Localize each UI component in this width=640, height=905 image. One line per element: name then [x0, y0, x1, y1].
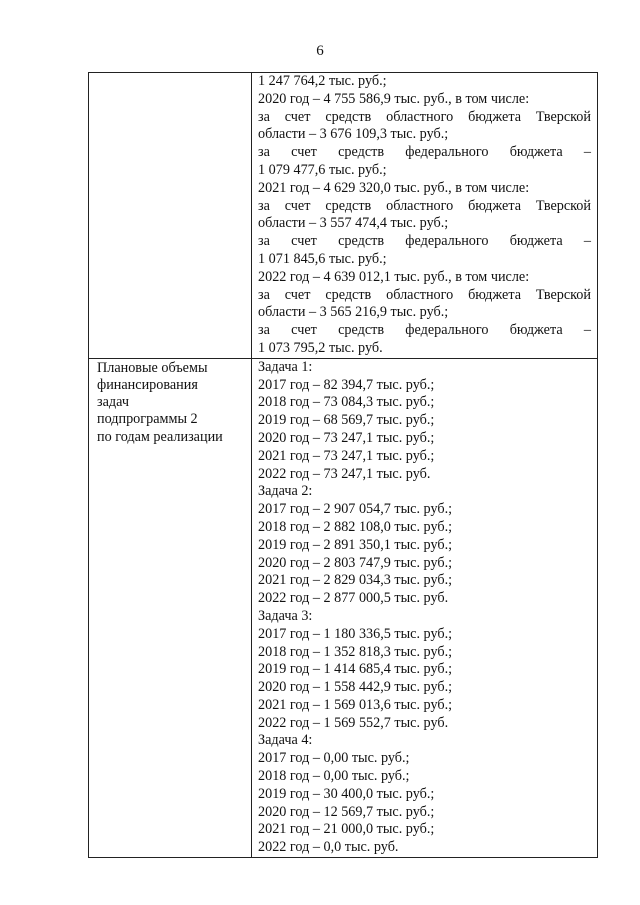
row2-right-cell [252, 358, 598, 857]
text-line: 2019 год – 30 400,0 тыс. руб.; [258, 785, 435, 802]
text-line: 1 247 764,2 тыс. руб.; [258, 73, 387, 89]
text-line: 2022 год – 2 877 000,5 тыс. руб. [258, 590, 449, 607]
text-line: за счет средств областного бюджета Тверской [258, 108, 591, 125]
row-label-line: задач [97, 394, 129, 411]
text-line: 2018 год – 1 352 818,3 тыс. руб.; [258, 643, 453, 660]
text-line: 2022 год – 1 569 552,7 тыс. руб. [258, 714, 449, 731]
text-line: 2020 год – 2 803 747,9 тыс. руб.; [258, 554, 453, 571]
task-heading: Задача 2: [258, 483, 313, 500]
text-line: 2020 год – 4 755 586,9 тыс. руб., в том числе: [258, 90, 530, 107]
row2-left-cell [89, 358, 252, 857]
text-line: 2018 год – 0,00 тыс. руб.; [258, 768, 410, 785]
text-line: 2020 год – 73 247,1 тыс. руб.; [258, 429, 435, 446]
text-line: 1 079 477,6 тыс. руб.; [258, 161, 387, 178]
task-heading: Задача 3: [258, 607, 313, 624]
text-line: за счет средств федерального бюджета – [258, 322, 591, 339]
text-line: 2022 год – 4 639 012,1 тыс. руб., в том числе: [258, 268, 530, 285]
text-line: 2018 год – 73 084,3 тыс. руб.; [258, 394, 435, 411]
text-line: за счет средств федерального бюджета – [258, 233, 591, 250]
text-line: 2020 год – 1 558 442,9 тыс. руб.; [258, 679, 453, 696]
text-line: 2021 год – 1 569 013,6 тыс. руб.; [258, 696, 453, 713]
text-line: 2021 год – 73 247,1 тыс. руб.; [258, 447, 435, 464]
text-line: 2017 год – 2 907 054,7 тыс. руб.; [258, 501, 453, 518]
row1-right-cell [252, 73, 598, 359]
row-label-line: по годам реализации [97, 428, 223, 445]
task-heading: Задача 1: [258, 358, 313, 375]
text-line: за счет средств областного бюджета Тверской [258, 286, 591, 303]
row-label-line: финансирования [97, 376, 198, 393]
row-label-line: подпрограммы 2 [97, 411, 198, 428]
text-line: 2018 год – 2 882 108,0 тыс. руб.; [258, 518, 453, 535]
text-line: 2022 год – 73 247,1 тыс. руб. [258, 465, 431, 482]
text-line: области – 3 676 109,3 тыс. руб.; [258, 126, 449, 143]
row1-left-cell [89, 73, 252, 359]
text-line: за счет средств федерального бюджета – [258, 144, 591, 161]
text-line: 2021 год – 21 000,0 тыс. руб.; [258, 821, 435, 838]
task-heading: Задача 4: [258, 732, 313, 749]
text-line: 2017 год – 82 394,7 тыс. руб.; [258, 376, 435, 393]
text-line: 2017 год – 0,00 тыс. руб.; [258, 750, 410, 767]
text-line: 2022 год – 0,0 тыс. руб. [258, 839, 399, 856]
text-line: 2020 год – 12 569,7 тыс. руб.; [258, 803, 435, 820]
row-label-line: Плановые объемы [97, 359, 208, 376]
text-line: 1 073 795,2 тыс. руб. [258, 339, 383, 356]
financing-table [88, 72, 598, 858]
text-line: 2017 год – 1 180 336,5 тыс. руб.; [258, 625, 453, 642]
text-line: 2021 год – 4 629 320,0 тыс. руб., в том числе: [258, 179, 530, 196]
page-number: 6 [316, 43, 324, 59]
table-row [89, 73, 598, 359]
text-line: 2019 год – 68 569,7 тыс. руб.; [258, 412, 435, 429]
text-line: области – 3 565 216,9 тыс. руб.; [258, 304, 449, 321]
text-line: 2019 год – 2 891 350,1 тыс. руб.; [258, 536, 453, 553]
text-line: области – 3 557 474,4 тыс. руб.; [258, 215, 449, 232]
text-line: за счет средств областного бюджета Тверской [258, 197, 591, 214]
text-line: 2019 год – 1 414 685,4 тыс. руб.; [258, 661, 453, 678]
text-line: 2021 год – 2 829 034,3 тыс. руб.; [258, 572, 453, 589]
text-line: 1 071 845,6 тыс. руб.; [258, 250, 387, 267]
table-row [89, 358, 598, 857]
